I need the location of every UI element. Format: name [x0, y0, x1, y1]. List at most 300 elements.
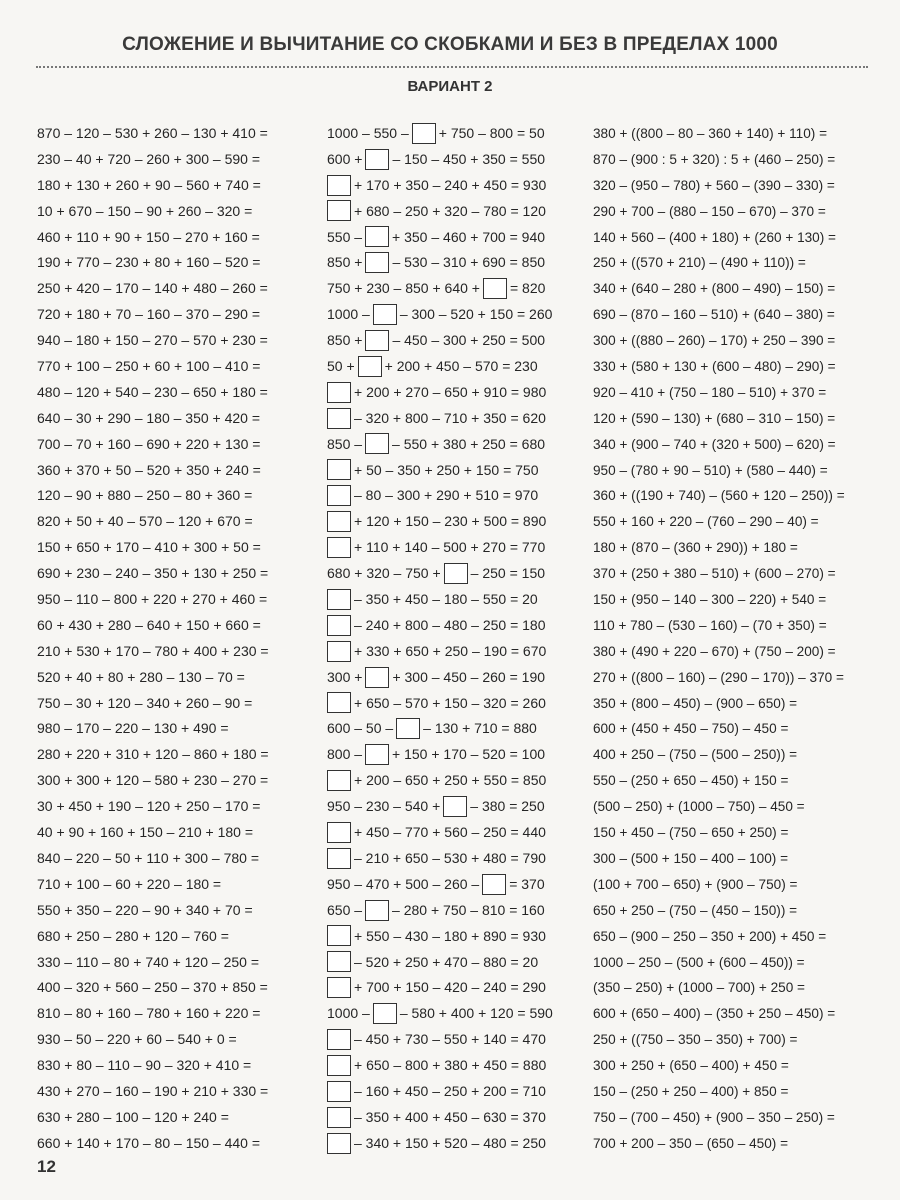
expression-text: 290 + 700 – (880 – 150 – 670) – 370 =	[593, 203, 826, 219]
exercise-row	[593, 1079, 845, 1105]
exercise-row	[37, 794, 269, 820]
expression-text: 750 – 30 + 120 – 340 + 260 – 90 =	[37, 694, 253, 711]
expression-prefix: 850 +	[327, 254, 363, 271]
expression-text: 720 + 180 + 70 – 160 – 370 – 290 =	[37, 306, 261, 323]
exercise-row	[327, 1001, 553, 1027]
exercise-row	[37, 1027, 269, 1053]
exercise-row	[37, 561, 269, 587]
expression-suffix: – 160 + 450 – 250 + 200 = 710	[354, 1082, 546, 1099]
exercise-row	[327, 1027, 553, 1053]
exercise-row	[37, 820, 269, 846]
exercise-row	[593, 1001, 845, 1027]
expression-text: 360 + 370 + 50 – 520 + 350 + 240 =	[37, 461, 261, 478]
expression-text: 40 + 90 + 160 + 150 – 210 + 180 =	[37, 824, 254, 841]
exercise-row	[37, 432, 269, 458]
expression-suffix: – 580 + 400 + 120 = 590	[399, 1005, 553, 1022]
exercise-row	[593, 639, 845, 665]
exercise-row	[593, 1053, 845, 1079]
exercise-row	[327, 639, 553, 665]
expression-suffix: – 210 + 650 – 530 + 480 = 790	[354, 849, 546, 866]
expression-suffix: – 320 + 800 – 710 + 350 = 620	[354, 409, 546, 426]
exercise-row	[593, 561, 845, 587]
column-expressions-plain	[37, 121, 269, 1157]
expression-prefix: 650 –	[327, 901, 363, 918]
exercise-row	[327, 458, 553, 484]
expression-text: 380 + ((800 – 80 – 360 + 140) + 110) =	[593, 126, 828, 141]
exercise-row	[327, 1131, 553, 1157]
expression-suffix: + 200 + 270 – 650 + 910 = 980	[354, 383, 547, 400]
exercise-row	[327, 1079, 553, 1105]
expression-suffix: + 350 – 460 + 700 = 940	[392, 228, 546, 245]
exercise-row	[37, 1079, 269, 1105]
expression-text: 430 + 270 – 160 – 190 + 210 + 330 =	[37, 1082, 269, 1099]
expression-text: 340 + (640 – 280 + (800 – 490) – 150) =	[593, 281, 836, 297]
exercise-row	[327, 975, 553, 1001]
expression-text: 600 + (450 + 450 – 750) – 450 =	[593, 721, 789, 737]
expression-suffix: + 200 + 450 – 570 = 230	[384, 358, 538, 375]
exercise-row	[37, 872, 269, 898]
exercise-row	[593, 199, 845, 225]
expression-prefix: 600 – 50 –	[327, 720, 394, 737]
exercise-row	[593, 173, 845, 199]
exercise-row	[327, 794, 553, 820]
exercise-row	[593, 328, 845, 354]
expression-text: 60 + 430 + 280 – 640 + 150 + 660 =	[37, 616, 261, 633]
answer-box[interactable]	[327, 615, 351, 636]
expression-suffix: + 450 – 770 + 560 – 250 = 440	[354, 824, 546, 841]
exercise-row	[593, 742, 845, 768]
exercise-row	[37, 121, 269, 147]
expression-suffix: – 130 + 710 = 880	[423, 720, 537, 737]
expression-text: 340 + (900 – 740 + (320 + 500) – 620) =	[593, 436, 836, 452]
expression-text: 350 + (800 – 450) – (900 – 650) =	[593, 695, 798, 711]
exercise-row	[37, 328, 269, 354]
expression-suffix: – 240 + 800 – 480 – 250 = 180	[354, 616, 546, 633]
exercise-row	[37, 665, 269, 691]
answer-box[interactable]	[327, 1107, 351, 1128]
exercise-row	[37, 691, 269, 717]
exercise-row	[327, 1053, 553, 1079]
expression-text: 400 – 320 + 560 – 250 – 370 + 850 =	[37, 979, 268, 996]
exercise-row	[593, 276, 845, 302]
expression-text: 750 – (700 – 450) + (900 – 350 – 250) =	[593, 1109, 835, 1125]
exercise-row	[593, 354, 845, 380]
expression-text: 150 + 650 + 170 – 410 + 300 + 50 =	[37, 539, 261, 556]
expression-text: 190 + 770 – 230 + 80 + 160 – 520 =	[37, 254, 261, 271]
expression-text: 300 + ((880 – 260) – 170) + 250 – 390 =	[593, 333, 836, 349]
expression-suffix: – 530 – 310 + 690 = 850	[392, 254, 546, 271]
answer-box[interactable]	[365, 252, 389, 273]
page-number: 12	[37, 1157, 56, 1176]
expression-suffix: + 700 + 150 – 420 – 240 = 290	[354, 979, 546, 996]
expression-text: 930 – 50 – 220 + 60 – 540 + 0 =	[37, 1031, 237, 1048]
expression-prefix: 1000 –	[327, 306, 370, 323]
expression-text: 360 + ((190 + 740) – (560 + 120 – 250)) =	[593, 488, 845, 504]
expression-suffix: + 550 – 430 – 180 + 890 = 930	[354, 927, 546, 944]
expression-text: 120 – 90 + 880 – 250 – 80 + 360 =	[37, 487, 253, 504]
exercise-row	[593, 147, 845, 173]
expression-text: 300 – (500 + 150 – 400 – 100) =	[593, 850, 789, 866]
expression-text: 210 + 530 + 170 – 780 + 400 + 230 =	[37, 642, 269, 659]
expression-suffix: – 520 + 250 + 470 – 880 = 20	[354, 953, 539, 970]
exercise-row	[37, 587, 269, 613]
answer-box[interactable]	[412, 123, 436, 144]
exercise-row	[37, 898, 269, 924]
exercise-row	[593, 1131, 845, 1157]
exercise-row	[327, 1105, 553, 1131]
exercise-row	[593, 872, 845, 898]
exercise-row	[37, 302, 269, 328]
exercise-row	[37, 742, 269, 768]
answer-box[interactable]	[327, 382, 351, 403]
expression-prefix: 1000 –	[327, 1005, 370, 1022]
exercise-row	[37, 483, 269, 509]
expression-suffix: + 750 – 800 = 50	[438, 125, 545, 141]
exercise-row	[593, 950, 845, 976]
answer-box[interactable]	[327, 848, 351, 869]
answer-box[interactable]	[327, 1133, 351, 1154]
column-expressions-missing-number	[327, 121, 553, 1157]
variant-heading: ВАРИАНТ 2	[407, 78, 493, 95]
answer-box[interactable]	[327, 951, 351, 972]
expression-text: 150 + 450 – (750 – 650 + 250) =	[593, 825, 789, 841]
answer-box[interactable]	[327, 537, 351, 558]
answer-box[interactable]	[327, 459, 351, 480]
exercise-row	[593, 1105, 845, 1131]
answer-box[interactable]	[365, 900, 389, 921]
expression-text: 550 + 350 – 220 – 90 + 340 + 70 =	[37, 901, 253, 918]
exercise-row	[593, 846, 845, 872]
exercise-row	[327, 768, 553, 794]
exercise-row	[327, 483, 553, 509]
exercise-row	[593, 665, 845, 691]
expression-prefix: 50 +	[327, 358, 355, 375]
exercise-row	[593, 898, 845, 924]
answer-box[interactable]	[327, 1081, 351, 1102]
expression-suffix: – 450 – 300 + 250 = 500	[392, 332, 546, 349]
exercise-row	[327, 613, 553, 639]
expression-text: 870 – 120 – 530 + 260 – 130 + 410 =	[37, 125, 268, 141]
answer-box[interactable]	[482, 874, 506, 895]
expression-text: 870 – (900 : 5 + 320) : 5 + (460 – 250) =	[593, 151, 836, 167]
expression-text: 920 – 410 + (750 – 180 – 510) + 370 =	[593, 384, 827, 400]
exercise-row	[37, 225, 269, 251]
expression-prefix: 950 – 470 + 500 – 260 –	[327, 875, 480, 892]
expression-suffix: + 680 – 250 + 320 – 780 = 120	[354, 202, 546, 219]
answer-box[interactable]	[373, 304, 397, 325]
exercise-row	[37, 1105, 269, 1131]
expression-text: 810 – 80 + 160 – 780 + 160 + 220 =	[37, 1005, 261, 1022]
expression-text: 250 + ((570 + 210) – (490 + 110)) =	[593, 255, 806, 271]
expression-suffix: – 380 = 250	[470, 798, 545, 815]
page-title: СЛОЖЕНИЕ И ВЫЧИТАНИЕ СО СКОБКАМИ И БЕЗ В ПРЕДЕЛАХ 1000	[122, 34, 778, 55]
expression-text: 230 – 40 + 720 – 260 + 300 – 590 =	[37, 150, 261, 167]
expression-suffix: + 120 + 150 – 230 + 500 = 890	[354, 513, 547, 530]
expression-text: 180 + (870 – (360 + 290)) + 180 =	[593, 540, 798, 556]
exercise-row	[593, 691, 845, 717]
expression-suffix: – 550 + 380 + 250 = 680	[392, 435, 546, 452]
exercise-row	[37, 613, 269, 639]
exercise-row	[593, 406, 845, 432]
exercise-row	[37, 535, 269, 561]
expression-suffix: = 370	[509, 875, 545, 892]
expression-text: 820 + 50 + 40 – 570 – 120 + 670 =	[37, 513, 253, 530]
exercise-row	[37, 509, 269, 535]
expression-text: 180 + 130 + 260 + 90 – 560 + 740 =	[37, 176, 261, 193]
exercise-row	[327, 509, 553, 535]
exercise-row	[593, 302, 845, 328]
expression-suffix: – 450 + 730 – 550 + 140 = 470	[354, 1031, 546, 1048]
answer-box[interactable]	[443, 796, 467, 817]
expression-text: 250 + 420 – 170 – 140 + 480 – 260 =	[37, 280, 268, 297]
exercise-row	[327, 924, 553, 950]
exercise-row	[327, 354, 553, 380]
expression-suffix: – 350 + 400 + 450 – 630 = 370	[354, 1108, 546, 1125]
expression-suffix: + 300 – 450 – 260 = 190	[392, 668, 546, 685]
expression-text: 300 + 250 + (650 – 400) + 450 =	[593, 1058, 789, 1074]
answer-box[interactable]	[327, 200, 351, 221]
answer-box[interactable]	[327, 822, 351, 843]
expression-text: 940 – 180 + 150 – 270 – 570 + 230 =	[37, 332, 268, 349]
expression-text: 10 + 670 – 150 – 90 + 260 – 320 =	[37, 202, 253, 219]
expression-text: 650 + 250 – (750 – (450 – 150)) =	[593, 902, 798, 918]
exercise-row	[37, 406, 269, 432]
exercise-row	[593, 587, 845, 613]
expression-suffix: – 300 – 520 + 150 = 260	[399, 306, 553, 323]
expression-prefix: 300 +	[327, 668, 363, 685]
exercise-row	[327, 535, 553, 561]
expression-prefix: 750 + 230 – 850 + 640 +	[327, 280, 480, 297]
expression-suffix: + 650 – 570 + 150 – 320 = 260	[354, 694, 546, 711]
expression-text: 600 + (650 – 400) – (350 + 250 – 450) =	[593, 1006, 836, 1022]
expression-text: 150 – (250 + 250 – 400) + 850 =	[593, 1083, 789, 1099]
expression-text: 950 – (780 + 90 – 510) + (580 – 440) =	[593, 462, 828, 478]
answer-box[interactable]	[365, 149, 389, 170]
expression-text: 840 – 220 – 50 + 110 + 300 – 780 =	[37, 849, 259, 866]
exercise-row	[593, 121, 845, 147]
answer-box[interactable]	[358, 356, 382, 377]
expression-text: 460 + 110 + 90 + 150 – 270 + 160 =	[37, 228, 260, 245]
exercise-row	[593, 924, 845, 950]
answer-box[interactable]	[327, 770, 351, 791]
exercise-row	[593, 768, 845, 794]
expression-text: 650 – (900 – 250 – 350 + 200) + 450 =	[593, 928, 827, 944]
exercise-row	[37, 250, 269, 276]
expression-text: 250 + ((750 – 350 – 350) + 700) =	[593, 1032, 798, 1048]
exercise-row	[37, 846, 269, 872]
exercise-row	[37, 950, 269, 976]
exercise-row	[593, 716, 845, 742]
answer-box[interactable]	[327, 511, 351, 532]
expression-text: 280 + 220 + 310 + 120 – 860 + 180 =	[37, 746, 269, 763]
exercise-row	[37, 199, 269, 225]
exercise-row	[327, 742, 553, 768]
answer-box[interactable]	[327, 589, 351, 610]
exercise-row	[37, 147, 269, 173]
exercise-row	[327, 665, 553, 691]
expression-text: 710 + 100 – 60 + 220 – 180 =	[37, 875, 222, 892]
expression-text: 640 – 30 + 290 – 180 – 350 + 420 =	[37, 409, 261, 426]
answer-box[interactable]	[365, 330, 389, 351]
exercise-row	[327, 950, 553, 976]
expression-text: 690 – (870 – 160 – 510) + (640 – 380) =	[593, 307, 835, 323]
expression-suffix: + 110 + 140 – 500 + 270 = 770	[354, 539, 546, 556]
expression-text: 270 + ((800 – 160) – (290 – 170)) – 370 =	[593, 669, 844, 685]
column-expressions-brackets	[593, 121, 845, 1157]
answer-box[interactable]	[327, 408, 351, 429]
exercise-row	[593, 535, 845, 561]
expression-suffix: – 350 + 450 – 180 – 550 = 20	[354, 591, 538, 608]
expression-text: (350 – 250) + (1000 – 700) + 250 =	[593, 980, 805, 996]
answer-box[interactable]	[365, 667, 389, 688]
expression-text: 770 + 100 – 250 + 60 + 100 – 410 =	[37, 358, 261, 375]
expression-suffix: – 250 = 150	[470, 565, 546, 582]
exercise-row	[37, 276, 269, 302]
exercise-row	[593, 483, 845, 509]
exercise-row	[37, 975, 269, 1001]
expression-prefix: 1000 – 550 –	[327, 125, 409, 141]
expression-prefix: 850 +	[327, 332, 363, 349]
exercise-row	[37, 458, 269, 484]
exercise-row	[327, 121, 553, 147]
expression-text: 320 – (950 – 780) + 560 – (390 – 330) =	[593, 177, 835, 193]
answer-box[interactable]	[444, 563, 468, 584]
expression-prefix: 800 –	[327, 746, 363, 763]
expression-text: 140 + 560 – (400 + 180) + (260 + 130) =	[593, 229, 836, 245]
expression-suffix: – 80 – 300 + 290 + 510 = 970	[354, 487, 539, 504]
exercise-row	[593, 794, 845, 820]
exercise-row	[37, 354, 269, 380]
answer-box[interactable]	[327, 1055, 351, 1076]
expression-text: 300 + 300 + 120 – 580 + 230 – 270 =	[37, 772, 269, 789]
expression-suffix: + 150 + 170 – 520 = 100	[392, 746, 546, 763]
answer-box[interactable]	[365, 433, 389, 454]
exercise-row	[327, 147, 553, 173]
expression-text: 980 – 170 – 220 – 130 + 490 =	[37, 720, 229, 737]
answer-box[interactable]	[327, 1029, 351, 1050]
answer-box[interactable]	[327, 641, 351, 662]
exercise-row	[327, 820, 553, 846]
expression-text: 150 + (950 – 140 – 300 – 220) + 540 =	[593, 592, 827, 608]
expression-suffix: + 330 + 650 + 250 – 190 = 670	[354, 642, 547, 659]
exercise-row	[327, 199, 553, 225]
exercise-row	[327, 302, 553, 328]
exercise-row	[327, 225, 553, 251]
expression-text: 550 + 160 + 220 – (760 – 290 – 40) =	[593, 514, 819, 530]
expression-text: 700 + 200 – 350 – (650 – 450) =	[593, 1135, 789, 1151]
expression-text: 400 + 250 – (750 – (500 – 250)) =	[593, 747, 798, 763]
expression-prefix: 680 + 320 – 750 +	[327, 565, 441, 582]
exercise-row	[327, 276, 553, 302]
expression-suffix: – 280 + 750 – 810 = 160	[392, 901, 545, 918]
answer-box[interactable]	[327, 925, 351, 946]
exercise-row	[593, 1027, 845, 1053]
expression-suffix: + 200 – 650 + 250 + 550 = 850	[354, 772, 547, 789]
expression-text: 120 + (590 – 130) + (680 – 310 – 150) =	[593, 410, 836, 426]
expression-text: 380 + (490 + 220 – 670) + (750 – 200) =	[593, 643, 836, 659]
expression-text: 30 + 450 + 190 – 120 + 250 – 170 =	[37, 798, 261, 815]
expression-suffix: + 170 + 350 – 240 + 450 = 930	[354, 176, 547, 193]
exercise-row	[327, 432, 553, 458]
exercise-row	[593, 613, 845, 639]
expression-text: 830 + 80 – 110 – 90 – 320 + 410 =	[37, 1057, 252, 1074]
exercise-row	[593, 380, 845, 406]
answer-box[interactable]	[483, 278, 507, 299]
expression-text: 660 + 140 + 170 – 80 – 150 – 440 =	[37, 1134, 261, 1151]
answer-box[interactable]	[373, 1003, 397, 1024]
exercise-row	[327, 406, 553, 432]
expression-text: 480 – 120 + 540 – 230 – 650 + 180 =	[37, 383, 268, 400]
answer-box[interactable]	[327, 485, 351, 506]
expression-text: (500 – 250) + (1000 – 750) – 450 =	[593, 799, 805, 815]
expression-text: 330 + (580 + 130 + (600 – 480) – 290) =	[593, 359, 836, 375]
exercise-row	[593, 975, 845, 1001]
expression-text: 690 + 230 – 240 – 350 + 130 + 250 =	[37, 565, 269, 582]
expression-prefix: 600 +	[327, 150, 363, 167]
exercise-row	[327, 328, 553, 354]
exercise-row	[327, 587, 553, 613]
exercise-row	[327, 173, 553, 199]
expression-text: (100 + 700 – 650) + (900 – 750) =	[593, 876, 798, 892]
exercise-row	[593, 820, 845, 846]
expression-prefix: 950 – 230 – 540 +	[327, 798, 441, 815]
exercise-row	[37, 1053, 269, 1079]
expression-text: 550 – (250 + 650 – 450) + 150 =	[593, 773, 789, 789]
exercise-row	[593, 225, 845, 251]
expression-suffix: + 650 – 800 + 380 + 450 = 880	[354, 1057, 547, 1074]
expression-suffix: – 340 + 150 + 520 – 480 = 250	[354, 1134, 546, 1151]
answer-box[interactable]	[365, 744, 389, 765]
expression-prefix: 850 –	[327, 435, 363, 452]
dotted-divider	[36, 66, 868, 68]
exercise-row	[327, 898, 553, 924]
expression-text: 330 – 110 – 80 + 740 + 120 – 250 =	[37, 953, 259, 970]
exercise-row	[37, 716, 269, 742]
exercise-row	[327, 380, 553, 406]
exercise-row	[327, 250, 553, 276]
exercise-row	[37, 924, 269, 950]
expression-suffix: + 50 – 350 + 250 + 150 = 750	[354, 461, 539, 478]
exercise-row	[327, 716, 553, 742]
expression-text: 700 – 70 + 160 – 690 + 220 + 130 =	[37, 435, 261, 452]
expression-prefix: 550 –	[327, 228, 363, 245]
exercise-row	[327, 691, 553, 717]
exercise-row	[327, 872, 553, 898]
exercise-row	[593, 458, 845, 484]
expression-text: 520 + 40 + 80 + 280 – 130 – 70 =	[37, 668, 245, 685]
exercise-row	[593, 432, 845, 458]
answer-box[interactable]	[327, 175, 351, 196]
answer-box[interactable]	[327, 692, 351, 713]
answer-box[interactable]	[327, 977, 351, 998]
exercise-row	[327, 846, 553, 872]
exercise-row	[593, 250, 845, 276]
exercise-row	[37, 639, 269, 665]
expression-text: 680 + 250 – 280 + 120 – 760 =	[37, 927, 229, 944]
expression-text: 1000 – 250 – (500 + (600 – 450)) =	[593, 954, 805, 970]
exercise-row	[37, 1131, 269, 1157]
answer-box[interactable]	[396, 718, 420, 739]
exercise-row	[37, 173, 269, 199]
expression-text: 950 – 110 – 800 + 220 + 270 + 460 =	[37, 591, 268, 608]
expression-suffix: = 820	[509, 280, 546, 297]
exercise-row	[593, 509, 845, 535]
expression-text: 110 + 780 – (530 – 160) – (70 + 350) =	[593, 617, 827, 633]
answer-box[interactable]	[365, 226, 389, 247]
exercise-row	[37, 380, 269, 406]
expression-text: 370 + (250 + 380 – 510) + (600 – 270) =	[593, 566, 836, 582]
exercise-row	[37, 1001, 269, 1027]
